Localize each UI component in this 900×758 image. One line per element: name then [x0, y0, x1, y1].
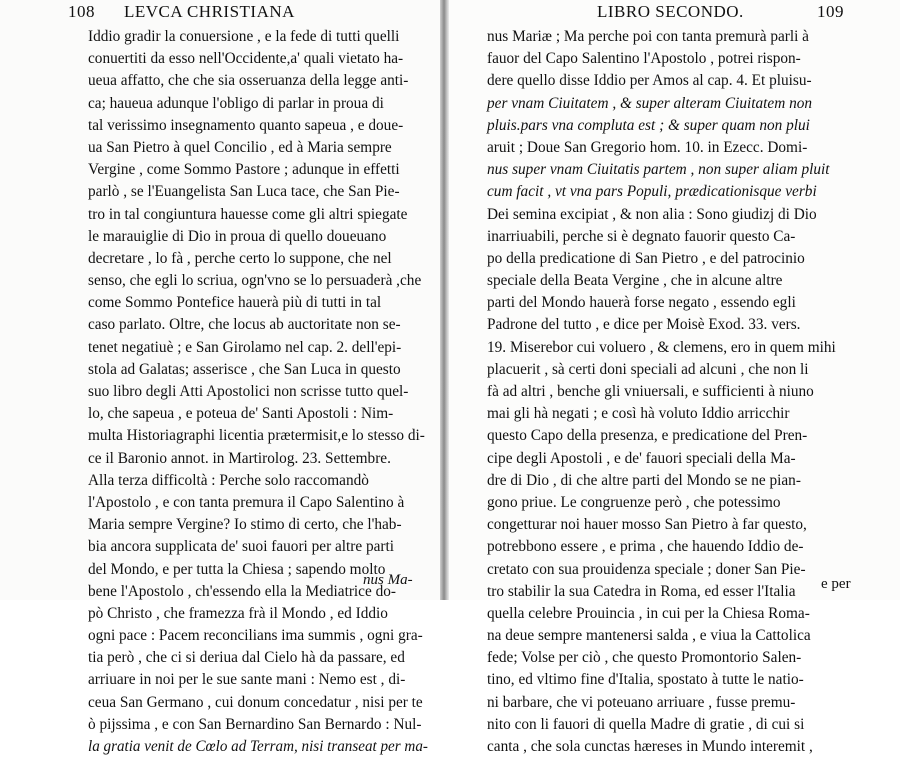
text-line: placuerit , sà certi doni speciali ad alcuni , che non li — [487, 360, 809, 378]
text-line: ceua San Germano , cui donum concedatur , nisi per te — [88, 693, 423, 711]
text-line: lo, che sapeua , e poteua de' Santi Apostoli : Nim- — [88, 405, 394, 423]
page-number: 109 — [817, 2, 844, 21]
text-line: tal verissimo insegnamento quanto sapeua , e doue- — [88, 116, 404, 134]
text-line: suo libro degli Atti Apostolici non scrisse tutto quel- — [88, 383, 409, 400]
text-line: tia però , che ci si deriua dal Cielo hà da passare, ed — [88, 649, 405, 667]
text-line: la gratia venit de Cœlo ad Terram, nisi transeat per ma- — [88, 738, 428, 755]
text-line: nito con li fauori di quella Madre di gratie , di cui si — [487, 715, 805, 733]
right-page — [449, 0, 900, 755]
text-line: tenet negatiuè ; e San Girolamo nel cap. 2. dell'epi- — [88, 338, 402, 356]
text-line: inarriuabili, perche si è degnato fauorir questo Ca- — [487, 227, 796, 245]
text-line: na deue sempre mantenersi salda , e viua la Cattolica — [487, 627, 811, 645]
text-line: questo Capo della presenza, e predicatione del Pren- — [487, 427, 808, 445]
text-line: quella celebre Prouincia , in cui per la Chiesa Roma- — [487, 604, 810, 622]
text-line: Alla terza difficoltà : Perche solo raccomandò — [88, 471, 369, 489]
text-line: congetturar noi hauer mosso San Pietro à far questo, — [487, 516, 807, 534]
text-line: fede; Volse per ciò , che questo Promontorio Salen- — [487, 649, 802, 667]
text-line: conuertiti da esso nell'Occidente,a' quali vietato ha- — [88, 50, 404, 68]
text-line: ueua affatto, che che sia osseruanza della legge anti- — [88, 72, 409, 90]
text-line: ò pijssima , e con San Bernardino San Bernardo : Nul- — [88, 715, 422, 733]
text-line: arriuare in noi per le sue sante mani : Nemo est , di- — [88, 671, 406, 689]
text-line: canta , che sola cunctas hæreses in Mundo interemit , — [487, 738, 813, 755]
text-line: decretare , lo fà , perche certo lo suppone, che nel — [88, 249, 392, 267]
book-gutter — [440, 0, 449, 600]
text-line: po della predicatione di San Pietro , e del patrocinio — [487, 249, 805, 267]
text-line: aruit ; Doue San Gregorio hom. 10. in Ezecc. Domi- — [487, 138, 808, 156]
text-line: ua San Pietro à quel Concilio , ed à Maria sempre — [88, 138, 392, 156]
text-line: cipe degli Apostoli , e de' fauori speciali della Ma- — [487, 449, 796, 467]
text-line: del Mondo, e per tutta la Chiesa ; sapendo molto — [88, 560, 386, 578]
text-line: caso parlato. Oltre, che locus ab auctoritate non se- — [88, 316, 401, 334]
running-title: LIBRO SECONDO. — [597, 2, 744, 21]
right-page-header — [489, 2, 859, 28]
text-line: l'Apostolo , e con tanta premura il Capo Salentino à — [88, 493, 405, 511]
text-line: le marauiglie di Dio in proua di quello doueuano — [88, 227, 387, 245]
left-page — [0, 0, 440, 755]
catchword: e per — [821, 576, 851, 592]
right-text-block — [487, 26, 860, 758]
text-line: tino, ed vltimo fine d'Italia, spostato à tutte le natio- — [487, 671, 804, 689]
text-line: potrebbono essere , e prima , che hauendo Iddio de- — [487, 538, 804, 556]
page-number: 108 — [68, 2, 95, 21]
running-title: LEVCA CHRISTIANA — [124, 2, 295, 21]
text-line: nus Mariæ ; Ma perche poi con tanta premurà parli à — [487, 28, 809, 45]
text-line: ogni pace : Pacem reconcilians ima summis , ogni gra- — [88, 627, 423, 645]
text-line: pò Christo , che framezza frà il Mondo , ed Iddio — [88, 604, 388, 622]
text-line: bia ancora supplicata de' suoi fauori per altre parti — [88, 538, 395, 556]
catchword: nus Ma- — [363, 572, 413, 588]
text-line: fà ad altri , benche gli vniuersali, e sufficienti à niuno — [487, 383, 814, 400]
text-line: dre di Dio , di che altre parti del Mondo se ne pian- — [487, 471, 801, 489]
text-line: gono priue. Le congruenze però , che potessimo — [487, 493, 781, 511]
text-line: parti del Mondo hauerà forse negato , essendo egli — [487, 294, 796, 312]
text-line: dere quello disse Iddio per Amos al cap. 4. Et pluisu- — [487, 72, 812, 90]
text-line: tro in tal congiuntura hauesse come gli altri spiegate — [88, 205, 408, 223]
text-line: parlò , se l'Euangelista San Luca tace, che San Pie- — [88, 183, 400, 201]
text-line: tro stabilir la sua Catedra in Roma, ed esser l'Italia — [487, 582, 796, 600]
text-line: multa Historiagraphi licentia prætermisit,e lo stesso di- — [88, 427, 425, 445]
text-line: Dei semina excipiat , & non alia : Sono giudizj di Dio — [487, 205, 817, 223]
text-line: ni barbare, che vi poteuano arriuare , fusse premu- — [487, 693, 796, 711]
text-line: Iddio gradir la conuersione , e la fede di tutti quelli — [88, 28, 400, 45]
text-line: 19. Miserebor cui voluero , & clemens, ero in quem mihi — [487, 338, 836, 356]
text-line: come Sommo Pontefice hauerà più di tutti in tal — [88, 294, 382, 312]
text-line: nus super vnam Ciuitatis partem , non super aliam pluit — [487, 161, 830, 179]
text-line: pluis.pars vna compluta est ; & super quam non plui — [487, 116, 810, 134]
text-line: senso, che egli lo scriua, ogn'vno se lo persuaderà ,che — [88, 272, 422, 290]
left-text-block — [88, 26, 428, 758]
text-line: per vnam Ciuitatem , & super alteram Ciuitatem non — [487, 94, 813, 112]
text-line: bene l'Apostolo , ch'essendo ella la Mediatrice do- — [88, 582, 396, 600]
text-line: Vergine , come Sommo Pastore ; adunque in effetti — [88, 161, 400, 179]
text-line: ca; haueua adunque l'obligo di parlar in proua di — [88, 94, 384, 112]
text-line: Padrone del tutto , e dice per Moisè Exod. 33. vers. — [487, 316, 801, 334]
text-line: cum facit , vt vna pars Populi, prædicationisque verbi — [487, 183, 817, 201]
text-line: mai gli hà negati ; e così hà voluto Iddio arricchir — [487, 405, 790, 423]
text-line: cretato con sua prouidenza speciale ; doner San Pie- — [487, 560, 806, 578]
text-line: speciale della Beata Vergine , che in alcune altre — [487, 272, 783, 290]
text-line: Maria sempre Vergine? Io stimo di certo, che l'hab- — [88, 516, 402, 534]
left-page-header — [68, 2, 416, 28]
text-line: ce il Baronio annot. in Martirolog. 23. Settembre. — [88, 449, 391, 467]
text-line: fauor del Capo Salentino l'Apostolo , potrei rispon- — [487, 50, 801, 68]
text-line: stola ad Galatas; asserisce , che San Luca in questo — [88, 360, 401, 378]
